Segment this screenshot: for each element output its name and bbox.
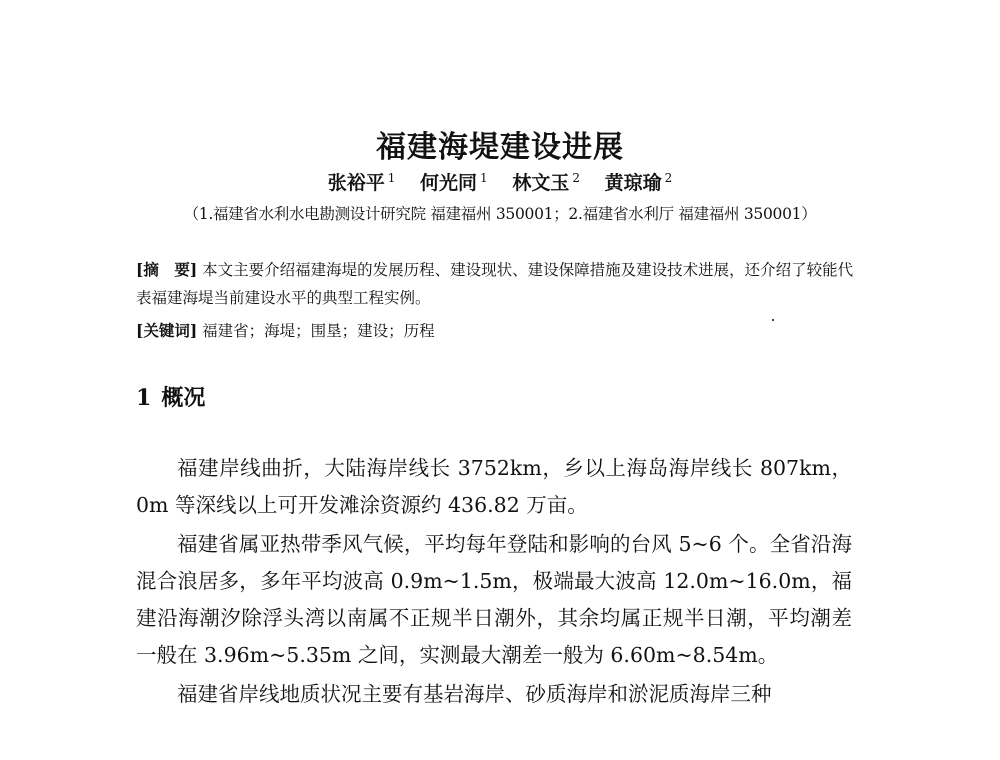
author: 黄琼瑜 $^2$: [604, 170, 673, 194]
paper-title: 福建海堤建设进展: [376, 130, 624, 165]
affiliation-marker: 2: [572, 170, 580, 185]
affiliation-marker: 2: [664, 170, 673, 185]
abstract: [136, 256, 861, 312]
paragraph: 福建岸线曲折，大陆海岸线长 3752km，乡以上海岛海岸线长 807km，0m 等深线以上可开发滩涂资源约 436.82 万亩。: [136, 456, 852, 517]
keywords: [136, 317, 861, 345]
body-text: [136, 450, 852, 715]
paragraph: 福建省岸线地质状况主要有基岩海岸、砂质海岸和淤泥质海岸三种: [177, 682, 772, 706]
author: 何光同 $^1$: [420, 170, 488, 194]
section-title: 概况: [161, 385, 206, 411]
author: 林文玉 $^2$: [512, 170, 580, 194]
affiliation-marker: 1: [480, 170, 488, 185]
abstract-label: [摘 要]: [136, 260, 198, 279]
keywords-text: 福建省；海堤；围垦；建设；历程: [202, 322, 435, 340]
author-list: [0, 168, 1000, 195]
abstract-text: 本文主要介绍福建海堤的发展历程、建设现状、建设保障措施及建设技术进展，还介绍了较能代表福建海堤当前建设水平的典型工程实例。: [136, 261, 854, 307]
paragraph: 福建省属亚热带季风气候，平均每年登陆和影响的台风 5~6 个。全省沿海混合浪居多，多年平均波高 0.9m~1.5m，极端最大波高 12.0m~16.0m，福建沿海潮汐除浮头湾以南属不正规半日潮外，其余均属正规半日潮，平均潮差一般在 3.96m~5.35m 之间，实测最大潮差一般为 6.60m~8.54m。: [136, 532, 852, 667]
author: 张裕平 $^1$: [327, 170, 396, 194]
keywords-label: [关键词]: [136, 321, 198, 340]
section-number: 1: [136, 385, 152, 411]
affiliations: （1.福建省水利水电勘测设计研究院 福建福州 350001；2.福建省水利厅 福建福州 350001）: [183, 205, 817, 223]
affiliation-marker: 1: [387, 170, 396, 185]
section-heading: [136, 381, 205, 412]
scan-speck: [772, 319, 774, 321]
